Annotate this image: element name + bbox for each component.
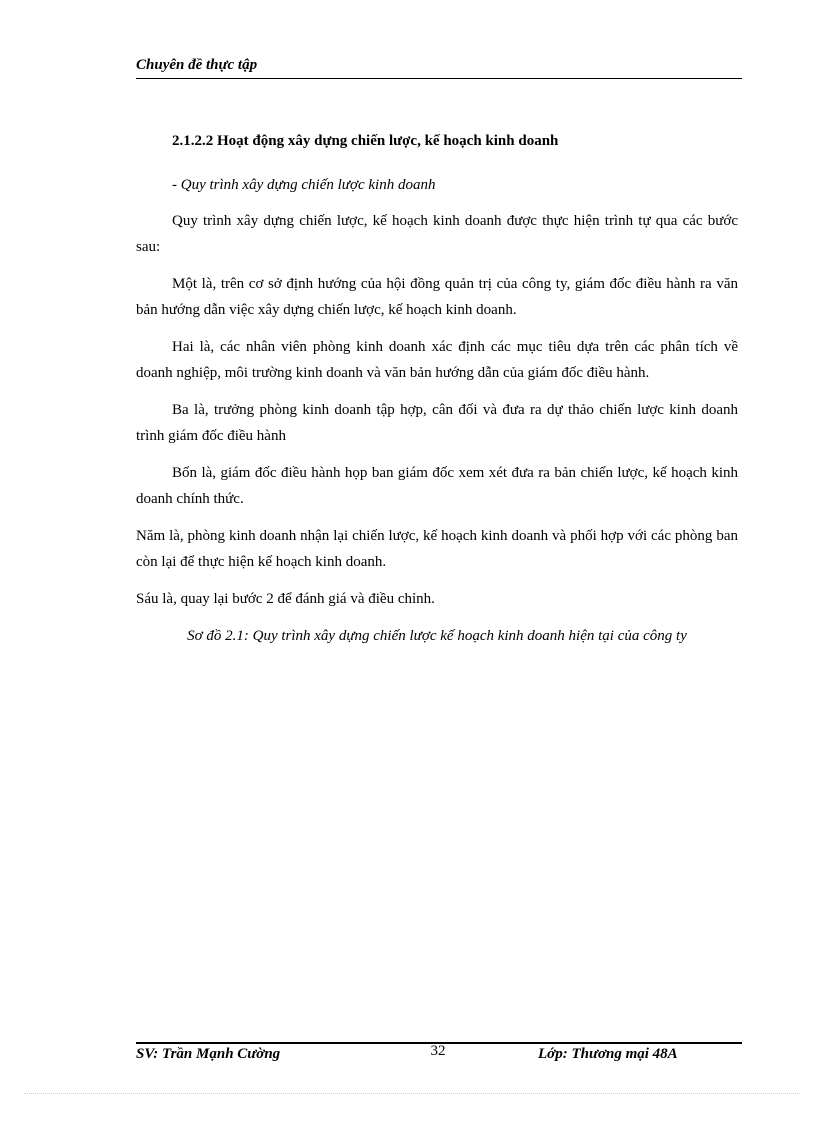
header-rule: [136, 78, 742, 79]
paragraph-step-2: Hai là, các nhân viên phòng kinh doanh xác định các mục tiêu dựa trên các phân tích về doanh nghiệp, môi trường kinh doanh và văn bản hướng dẫn của giám đốc điều hành.: [136, 339, 738, 381]
paragraph-step-3: Ba là, trưởng phòng kinh doanh tập hợp, cân đối và đưa ra dự thảo chiến lược kinh doanh trình giám đốc điều hành: [136, 402, 738, 444]
page-bottom-border: [24, 1093, 800, 1094]
paragraph-step-6: Sáu là, quay lại bước 2 để đánh giá và điều chỉnh.: [136, 591, 435, 607]
section-heading: 2.1.2.2 Hoạt động xây dựng chiến lược, kế hoạch kinh doanh: [172, 133, 559, 149]
paragraph-step-5: Năm là, phòng kinh doanh nhận lại chiến lược, kế hoạch kinh doanh và phối hợp với các phòng ban còn lại để thực hiện kế hoạch kinh doanh.: [136, 528, 738, 570]
header-title: Chuyên đề thực tập: [136, 57, 258, 73]
paragraph-step-4: Bốn là, giám đốc điều hành họp ban giám đốc xem xét đưa ra bản chiến lược, kế hoạch kinh doanh chính thức.: [136, 465, 738, 507]
page-number: 32: [430, 1043, 446, 1059]
paragraph-intro: Quy trình xây dựng chiến lược, kế hoạch kinh doanh được thực hiện trình tự qua các bước sau:: [136, 213, 738, 255]
main-content: [136, 128, 738, 649]
footer-student-name: SV: Trần Mạnh Cường: [136, 1046, 281, 1062]
footer-class-name: Lớp: Thương mại 48A: [538, 1046, 678, 1062]
figure-caption: Sơ đồ 2.1: Quy trình xây dựng chiến lược kế hoạch kinh doanh hiện tại của công ty: [187, 628, 687, 644]
paragraph-step-1: Một là, trên cơ sở định hướng của hội đồng quản trị của công ty, giám đốc điều hành ra văn bản hướng dẫn việc xây dựng chiến lược, kế hoạch kinh doanh.: [136, 276, 738, 318]
subheading: - Quy trình xây dựng chiến lược kinh doanh: [172, 177, 436, 193]
